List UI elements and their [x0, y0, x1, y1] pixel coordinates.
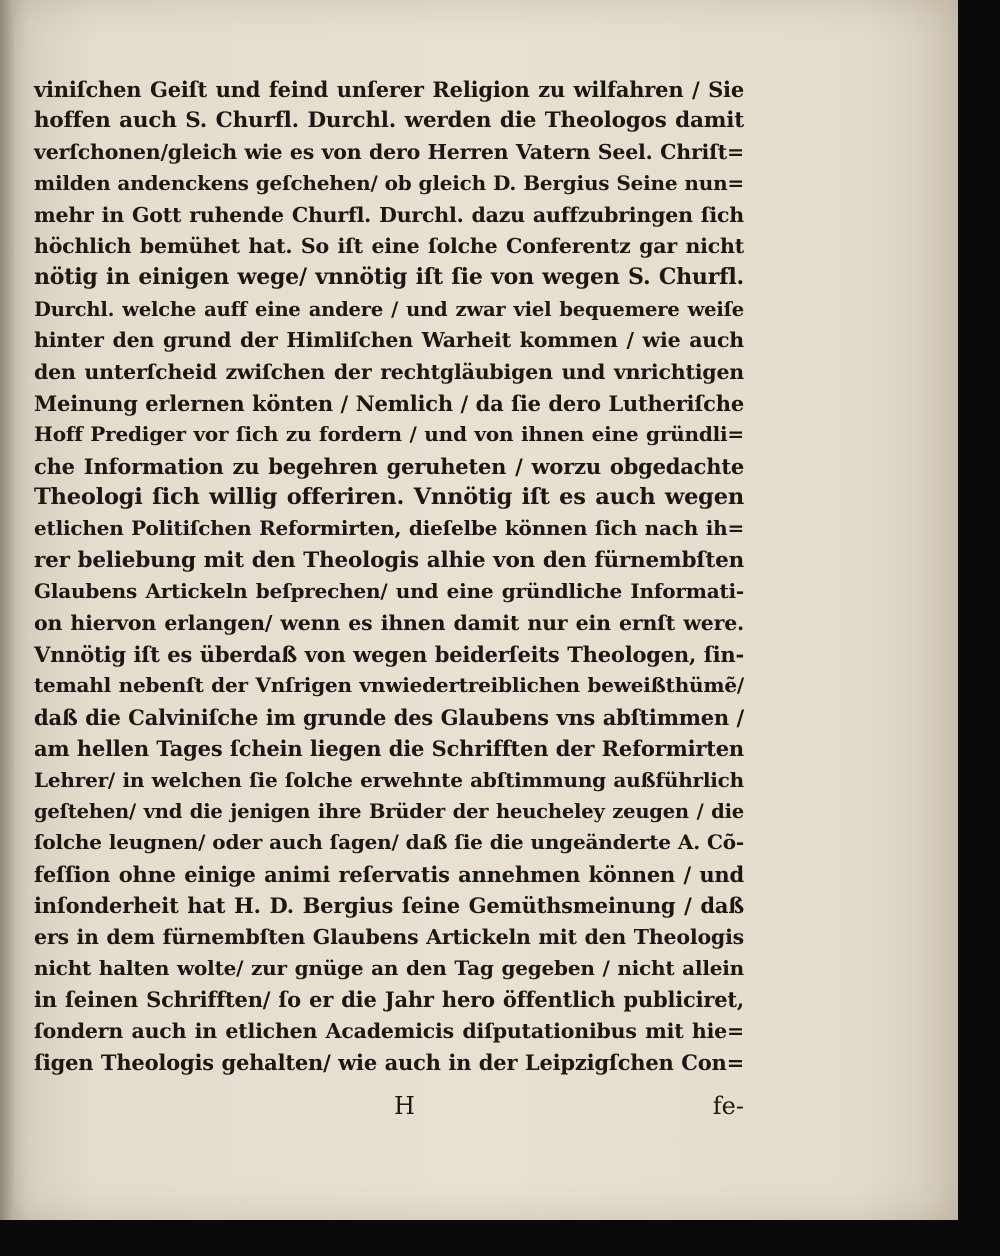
text-line: rer beliebung mit den Theologis alhie von den fürnembſten — [34, 547, 744, 573]
page-binding-edge — [0, 0, 14, 1220]
text-line: Meinung erlernen könten / Nemlich / da ſie dero Lutheriſche — [34, 390, 744, 416]
text-line: feſſion ohne einige animi reſervatis annehmen können / und — [34, 861, 744, 887]
text-line: geſtehen/ vnd die jenigen ihre Brüder der heucheley zeugen / die — [34, 799, 744, 823]
catchword: fe- — [712, 1092, 744, 1120]
text-line: verſchonen/gleich wie es von dero Herren Vatern Seel. Chriſt= — [34, 139, 744, 164]
text-line: ſondern auch in etlichen Academicis diſputationibus mit hie= — [34, 1018, 744, 1043]
text-line: Glaubens Artickeln beſprechen/ und eine gründliche Informati- — [34, 579, 744, 604]
scan-border-bottom — [0, 1220, 1000, 1256]
text-line: am hellen Tages ſchein liegen die Schrifften der Reformirten — [34, 736, 744, 762]
text-line: mehr in Gott ruhende Churfl. Durchl. dazu auffzubringen ſich — [34, 202, 744, 227]
text-line: Theologi ſich willig offeriren. Vnnötig iſt es auch wegen — [34, 484, 744, 511]
text-line: Hoff Prediger vor ſich zu fordern / und von ihnen eine gründli= — [34, 422, 744, 447]
text-line: daß die Calviniſche im grunde des Glaubens vns abſtimmen / — [34, 704, 744, 730]
text-line: nötig in einigen wege/ vnnötig iſt ſie von wegen S. Churfl. — [34, 264, 744, 291]
text-line: Vnnötig iſt es überdaß von wegen beiderſeits Theologen, ſin- — [34, 642, 744, 668]
text-line: on hiervon erlangen/ wenn es ihnen damit nur ein ernſt were. — [34, 610, 744, 635]
page-footer — [34, 1092, 744, 1126]
text-line: etlichen Politiſchen Reformirten, dieſelbe können ſich nach ih= — [34, 516, 744, 541]
text-line: ſigen Theologis gehalten/ wie auch in der Leipzigſchen Con= — [34, 1050, 744, 1076]
text-line: temahl nebenſt der Vnſrigen vnwiedertreiblichen beweißthümẽ/ — [34, 673, 744, 698]
signature-mark: H — [394, 1092, 415, 1120]
text-line: Durchl. welche auff eine andere / und zwar viel bequemere weiſe — [34, 297, 744, 321]
text-line: milden andenckens geſchehen/ ob gleich D. Bergius Seine nun= — [34, 171, 744, 196]
text-line: hinter den grund der Himliſchen Warheit kommen / wie auch — [34, 328, 744, 353]
text-line: che Information zu begehren geruheten / worzu obgedachte — [34, 453, 744, 479]
text-line: Lehrer/ in welchen ſie ſolche erwehnte abſtimmung außführlich — [34, 767, 744, 792]
scan-border-right — [958, 0, 1000, 1256]
text-block — [34, 74, 744, 1079]
text-line: inſonderheit hat H. D. Bergius ſeine Gemüthsmeinung / daß — [34, 893, 744, 919]
text-line: höchlich bemühet hat. So iſt eine ſolche Conferentz gar nicht — [34, 233, 744, 258]
text-line: in ſeinen Schrifften/ ſo er die Jahr hero öffentlich publiciret, — [34, 987, 744, 1013]
text-line: nicht halten wolte/ zur gnüge an den Tag gegeben / nicht allein — [34, 955, 744, 980]
text-line: hoffen auch S. Churfl. Durchl. werden die Theologos damit — [34, 108, 744, 134]
text-line: ers in dem fürnembſten Glaubens Artickeln mit den Theologis — [34, 924, 744, 949]
text-line: ſolche leugnen/ oder auch ſagen/ daß ſie die ungeänderte A. Cõ- — [34, 830, 744, 855]
text-line: den unterſcheid zwiſchen der rechtgläubigen und vnrichtigen — [34, 359, 744, 384]
text-line: viniſchen Geiſt und feind unſerer Religion zu wilfahren / Sie — [34, 77, 744, 102]
